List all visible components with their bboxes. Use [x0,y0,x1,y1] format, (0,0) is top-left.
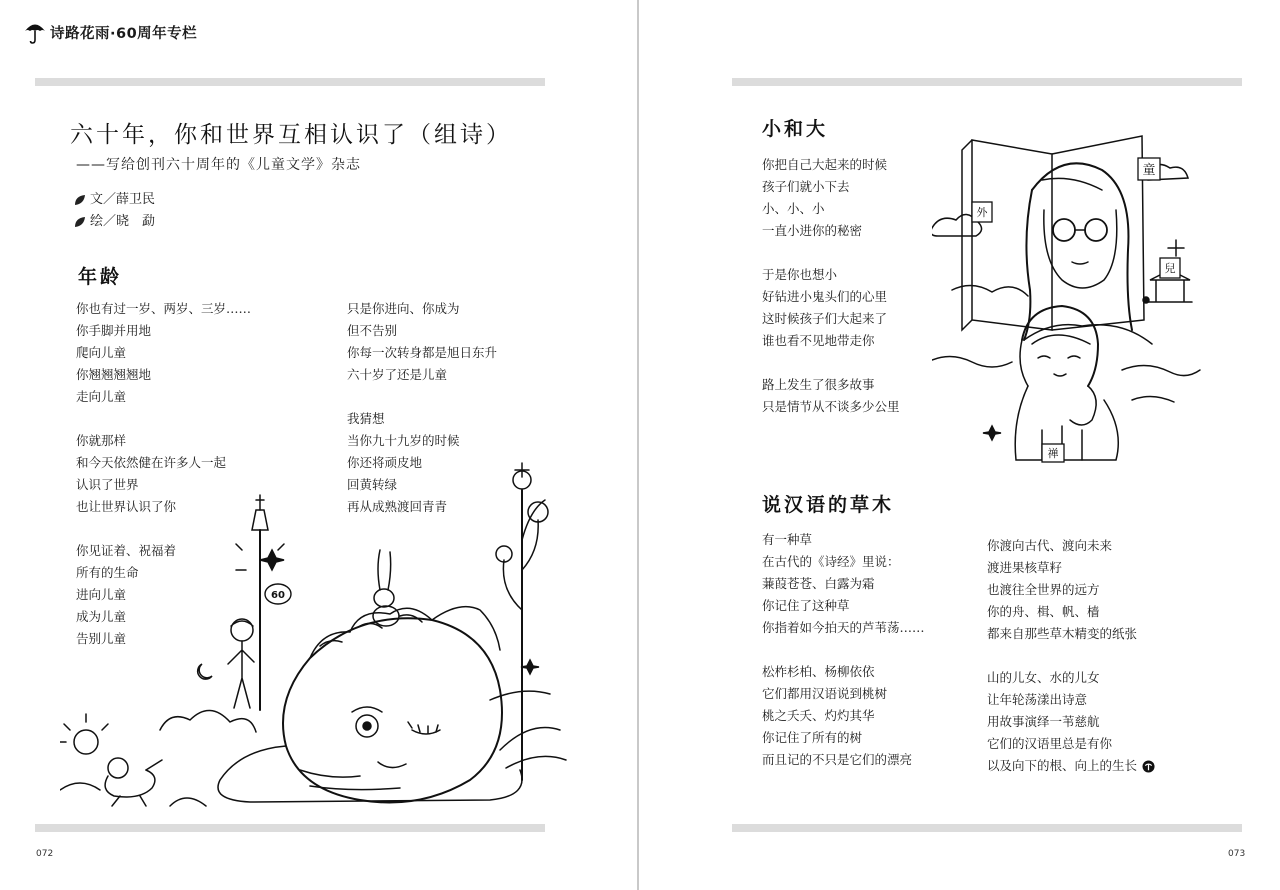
glyph-text: 外 [976,206,988,219]
poem-line: 用故事演绎一苇慈航 [987,714,1100,729]
illustration-sleeping-child [60,450,580,820]
illustrator-credit-text: 绘／晓 勐 [90,214,156,229]
poem-line: 蒹葭苍苍、白露为霜 [762,576,875,591]
illustrator-credit [74,211,155,233]
poem-small-and-big [762,154,900,418]
right-page [640,0,1280,890]
poem-line-text: 以及向下的根、向上的生长 [987,758,1138,773]
poem-line: 它们都用汉语说到桃树 [762,686,888,701]
glyph-text: 童 [1142,163,1156,178]
poem-plants-column-2 [987,535,1155,777]
poem-line: 桃之夭夭、灼灼其华 [762,708,875,723]
glyph-text: 禅 [1047,447,1059,460]
author-credit-text: 文／薛卫民 [90,192,156,207]
poem-line: 你每一次转身都是旭日东升 [347,345,498,360]
stanza [762,374,900,418]
stanza [987,535,1155,645]
stanza [987,667,1155,777]
poem-line: 六十岁了还是儿童 [347,367,448,382]
poem-line: 你把自己大起来的时候 [762,157,888,172]
glyph-box [972,202,992,222]
poem-line: 再从成熟渡回青青 [347,499,448,514]
poem-line: 我猜想 [347,411,385,426]
poem-line: 你也有过一岁、两岁、三岁…… [76,301,252,316]
poem-collection-subtitle: ——写给创刊六十周年的《儿童文学》杂志 [76,157,361,173]
poem-line: 它们的汉语里总是有你 [987,736,1113,751]
top-rule [732,78,1242,86]
glyph-box [1138,158,1160,180]
poem-line: 谁也看不见地带走你 [762,333,875,348]
book-spine [637,0,639,890]
poem-line: 你指着如今拍天的芦苇荡…… [762,620,925,635]
poem-line: 小、小、小 [762,201,825,216]
stanza [76,298,251,408]
poem-line: 但不告别 [347,323,398,338]
poem-line: 山的儿女、水的儿女 [987,670,1100,685]
stanza [762,529,925,639]
lamp-sign-text: 60 [271,590,285,601]
poem-line: 都来自那些草木精变的纸张 [987,626,1138,641]
poem-line: 回黄转绿 [347,477,398,492]
poem-plants-column-1 [762,529,925,771]
stanza [762,661,925,771]
section-title-plants: 说汉语的草木 [762,494,895,516]
poem-line: 你手脚并用地 [76,323,152,338]
illustration-girl-and-child [932,130,1202,470]
poem-line: 认识了世界 [76,477,139,492]
glyph-text: 兒 [1164,262,1176,275]
column-header [24,20,197,44]
poem-line: 只是情节从不谈多少公里 [762,399,900,414]
poem-line: 你记住了所有的树 [762,730,863,745]
poem-line: 只是你进向、你成为 [347,301,460,316]
end-mark-icon [1142,760,1155,773]
top-rule [35,78,545,86]
stanza [762,264,900,352]
credits [74,189,155,233]
stanza [347,298,497,386]
poem-line: 这时候孩子们大起来了 [762,311,888,326]
column-header-text: 诗路花雨·60周年专栏 [50,25,198,42]
poem-line: 也渡往全世界的远方 [987,582,1100,597]
leaf-icon [74,194,86,206]
leaf-icon [74,216,86,228]
poem-line: 成为儿童 [76,609,127,624]
poem-line: 一直小进你的秘密 [762,223,863,238]
stanza [762,154,900,242]
page-number-left: 072 [36,849,54,859]
bottom-rule [732,824,1242,832]
poem-line: 路上发生了很多故事 [762,377,875,392]
poem-line: 你的舟、楫、帆、樯 [987,604,1100,619]
poem-line: 当你九十九岁的时候 [347,433,460,448]
poem-line: 渡进果核草籽 [987,560,1063,575]
poem-line: 有一种草 [762,532,813,547]
poem-line: 你记住了这种草 [762,598,850,613]
glyph-box [1160,258,1180,278]
poem-line: 告别儿童 [76,631,127,646]
poem-line: 走向儿童 [76,389,127,404]
poem-line-last [987,755,1155,777]
page-number-right: 073 [1228,849,1246,859]
author-credit [74,189,155,211]
poem-collection-title: 六十年，你和世界互相认识了（组诗） [70,122,512,148]
poem-line: 孩子们就小下去 [762,179,850,194]
umbrella-icon [24,20,46,44]
poem-line: 好钻进小鬼头们的心里 [762,289,888,304]
bottom-rule [35,824,545,832]
poem-line: 进向儿童 [76,587,127,602]
poem-line: 所有的生命 [76,565,139,580]
poem-line: 于是你也想小 [762,267,838,282]
poem-line: 让年轮荡漾出诗意 [987,692,1088,707]
glyph-box [1042,444,1064,462]
poem-line: 你见证着、祝福着 [76,543,177,558]
poem-line: 你翘翘翘翘地 [76,367,152,382]
poem-line: 爬向儿童 [76,345,127,360]
section-title-age: 年龄 [78,266,123,288]
poem-line: 也让世界认识了你 [76,499,177,514]
poem-line: 而且记的不只是它们的漂亮 [762,752,913,767]
poem-line: 你还将顽皮地 [347,455,423,470]
section-title-small-big: 小和大 [762,118,829,140]
poem-line: 你就那样 [76,433,127,448]
lamp-sign [265,584,291,604]
poem-line: 和今天依然健在许多人一起 [76,455,227,470]
left-page [0,0,638,890]
poem-line: 你渡向古代、渡向未来 [987,538,1113,553]
poem-line: 在古代的《诗经》里说： [762,554,900,569]
poem-line: 松柞杉柏、杨柳依依 [762,664,875,679]
